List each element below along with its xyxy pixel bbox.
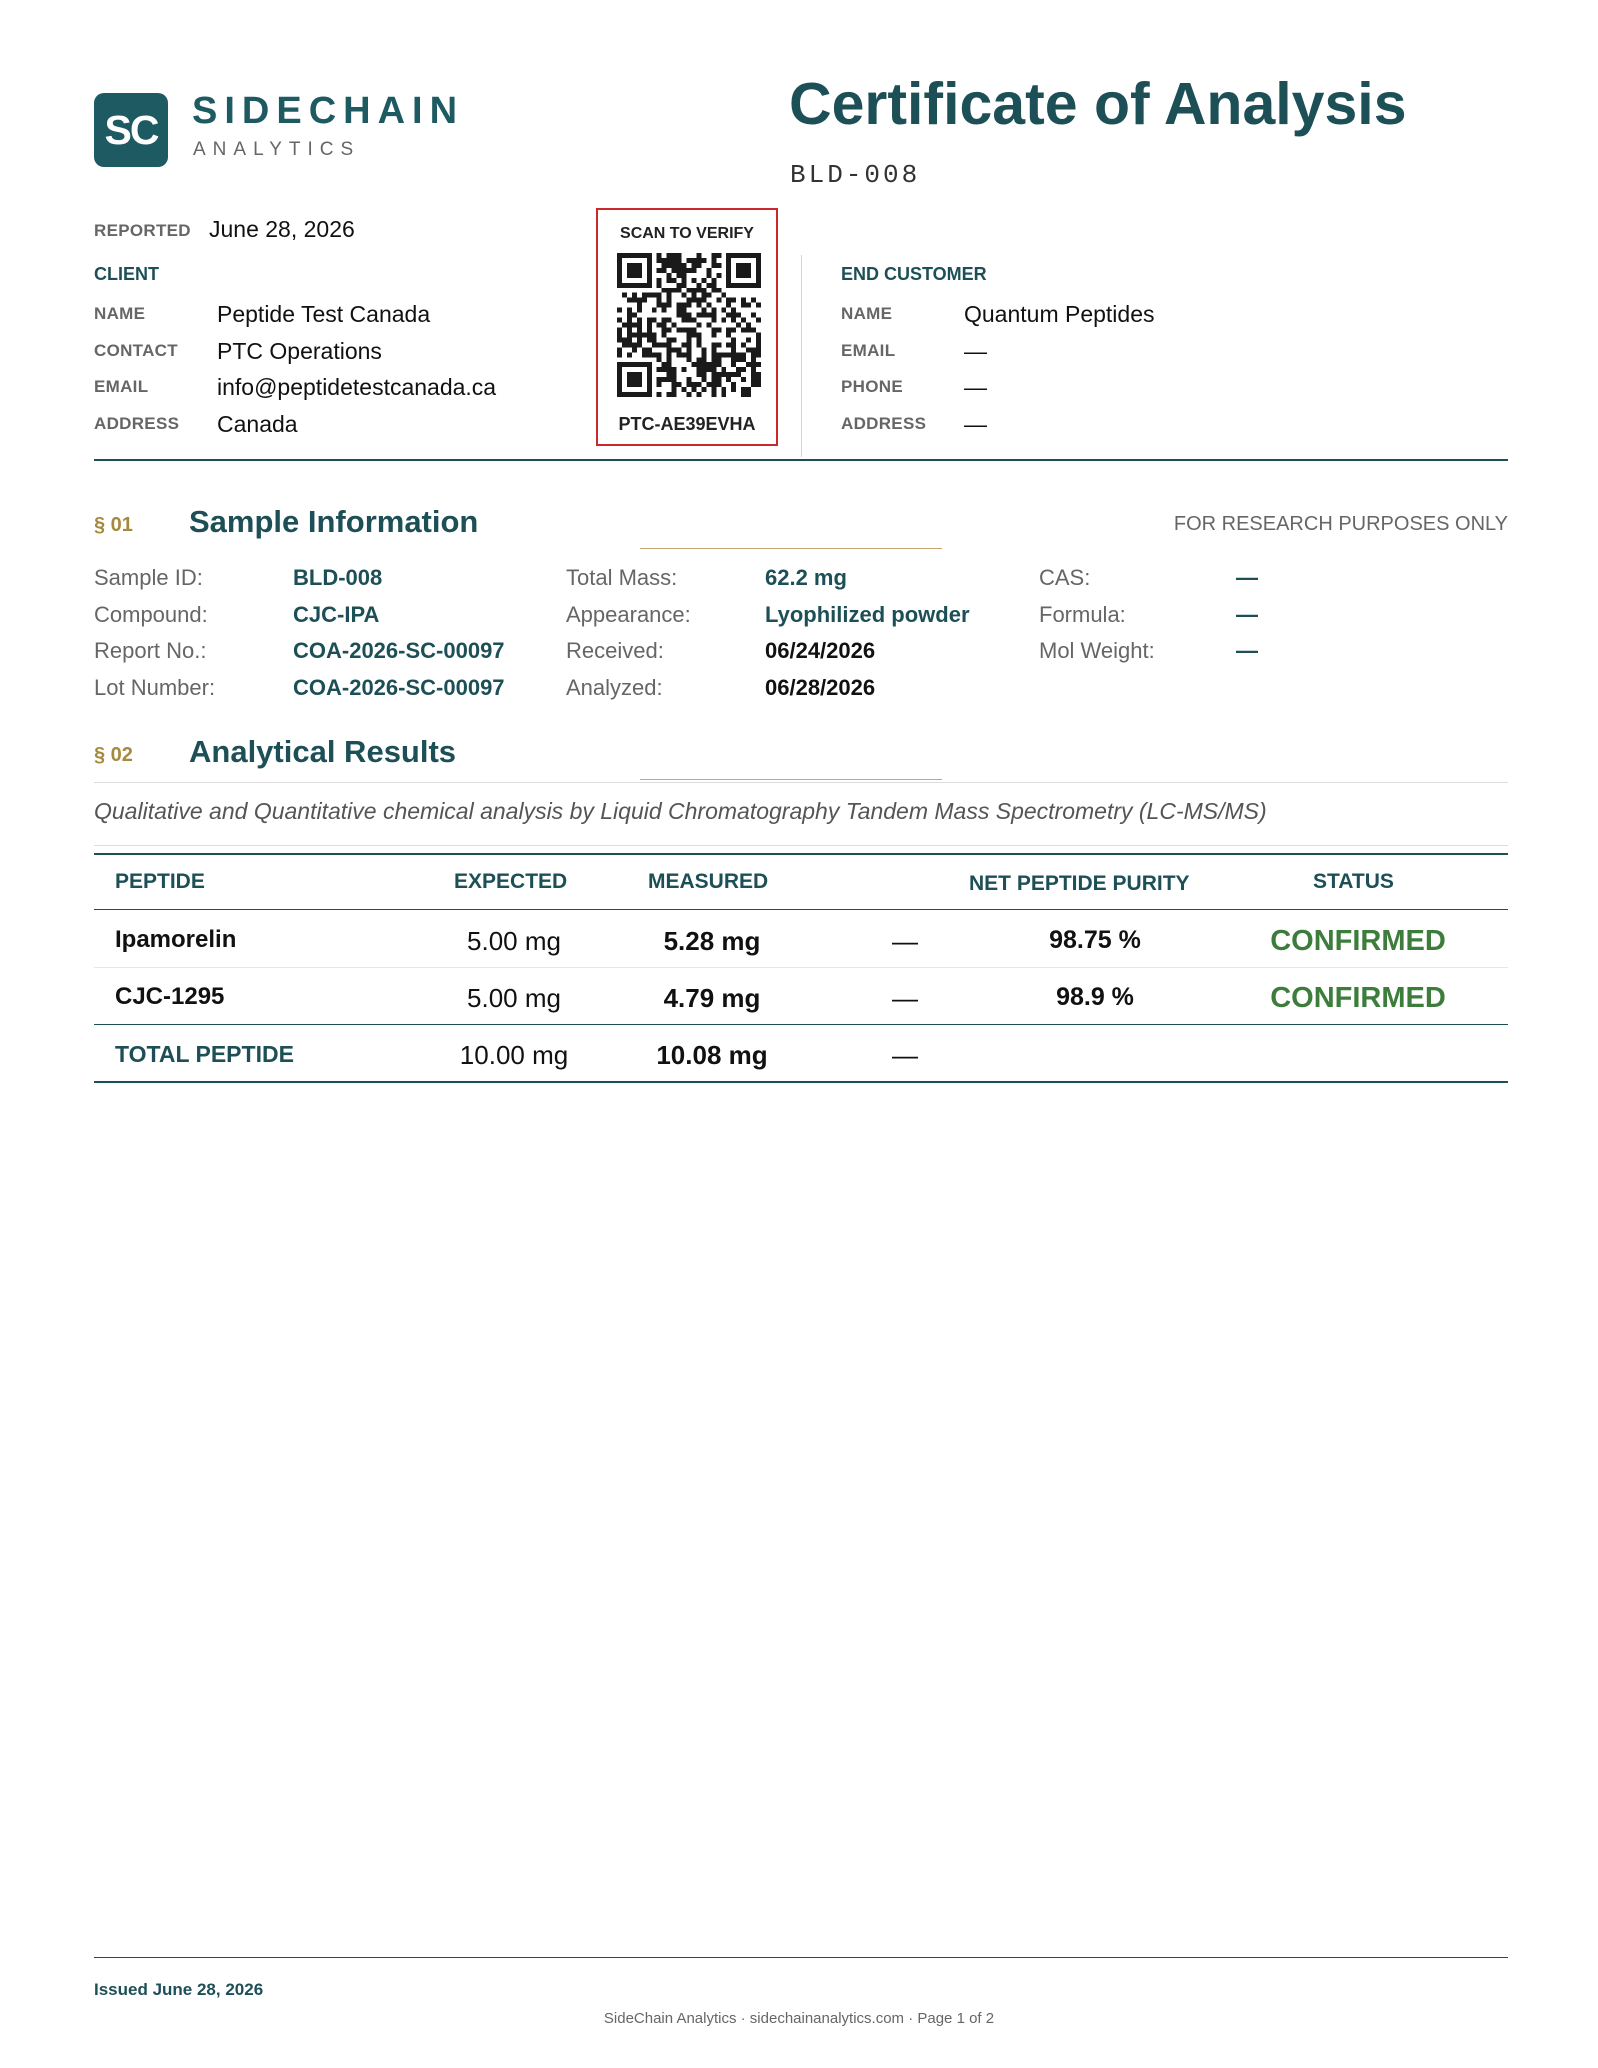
end-customer-name: Quantum Peptides — [964, 301, 1155, 327]
brand-name: SIDECHAIN — [192, 90, 465, 132]
end-customer-address: — — [964, 411, 987, 437]
row-purity: 98.9 % — [1056, 983, 1134, 1011]
document-title: Certificate of Analysis — [789, 71, 1407, 137]
method-description: Qualitative and Quantitative chemical analysis by Liquid Chromatography Tandem Mass Spectrometry (LC-MS/MS) — [94, 798, 1267, 824]
report-number-label: Report No.: — [94, 638, 207, 663]
section-01-title: Sample Information — [189, 504, 479, 539]
client-address: Canada — [217, 411, 298, 437]
end-customer-heading: END CUSTOMER — [841, 264, 987, 284]
section-02-rule — [94, 782, 1508, 783]
issued-date: Issued June 28, 2026 — [94, 1980, 264, 1999]
reported-label: REPORTED — [94, 221, 191, 240]
end-customer-address-label: ADDRESS — [841, 414, 927, 433]
appearance: Lyophilized powder — [765, 602, 970, 627]
received-date: 06/24/2026 — [765, 638, 876, 663]
qr-verification-code: PTC-AE39EVHA — [618, 414, 756, 434]
row-expected: 5.00 mg — [467, 926, 561, 956]
row-dash: — — [892, 983, 918, 1013]
analyzed-date: 06/28/2026 — [765, 675, 876, 700]
total-row-rule — [94, 1024, 1508, 1025]
cas-label: CAS: — [1039, 565, 1091, 590]
compound-label: Compound: — [94, 602, 208, 627]
column-divider — [801, 255, 802, 457]
row-measured: 4.79 mg — [663, 983, 761, 1013]
section-01-accent-rule — [640, 548, 942, 549]
col-header-status: STATUS — [1313, 870, 1394, 893]
brand-subtitle: ANALYTICS — [193, 139, 361, 160]
client-contact-label: CONTACT — [94, 341, 178, 360]
footer-rule — [94, 1957, 1508, 1958]
qr-title: SCAN TO VERIFY — [620, 225, 754, 242]
lot-number-label: Lot Number: — [94, 675, 216, 700]
row-dash: — — [892, 926, 918, 956]
row-status-badge: CONFIRMED — [1270, 925, 1446, 957]
qr-code-icon[interactable] — [617, 253, 761, 397]
client-email-label: EMAIL — [94, 377, 149, 396]
row-status-badge: CONFIRMED — [1270, 982, 1446, 1014]
col-header-peptide: PEPTIDE — [115, 870, 205, 893]
col-header-purity: NET PEPTIDE PURITY — [969, 872, 1190, 895]
method-rule — [94, 845, 1508, 846]
appearance-label: Appearance: — [566, 602, 691, 627]
header-divider — [94, 459, 1508, 461]
row-expected: 5.00 mg — [467, 983, 561, 1013]
sample-id-label: Sample ID: — [94, 565, 203, 590]
total-label: TOTAL PEPTIDE — [115, 1041, 294, 1067]
mol-weight-label: Mol Weight: — [1039, 638, 1155, 663]
section-02-number: § 02 — [94, 744, 133, 766]
row-purity: 98.75 % — [1049, 926, 1141, 954]
total-mass-label: Total Mass: — [566, 565, 678, 590]
col-header-measured: MEASURED — [648, 870, 769, 893]
row-measured: 5.28 mg — [663, 926, 761, 956]
total-dash: — — [892, 1040, 918, 1070]
row-peptide-name: CJC-1295 — [115, 983, 225, 1010]
row-divider — [94, 967, 1508, 968]
received-label: Received: — [566, 638, 664, 663]
analyzed-label: Analyzed: — [566, 675, 663, 700]
mol-weight-value: — — [1236, 638, 1258, 663]
total-measured: 10.08 mg — [656, 1040, 768, 1070]
end-customer-phone: — — [964, 374, 987, 400]
document-id: BLD-008 — [790, 160, 921, 190]
research-notice: FOR RESEARCH PURPOSES ONLY — [1173, 513, 1508, 535]
client-name-label: NAME — [94, 304, 146, 323]
table-bottom-rule — [94, 1081, 1508, 1083]
sample-id: BLD-008 — [293, 565, 383, 590]
section-02-accent-rule — [640, 779, 942, 780]
client-address-label: ADDRESS — [94, 414, 180, 433]
report-number: COA-2026-SC-00097 — [293, 638, 505, 663]
end-customer-email-label: EMAIL — [841, 341, 896, 360]
row-peptide-name: Ipamorelin — [115, 926, 237, 953]
total-expected: 10.00 mg — [459, 1040, 569, 1070]
compound: CJC-IPA — [293, 602, 380, 627]
end-customer-name-label: NAME — [841, 304, 893, 323]
client-name: Peptide Test Canada — [217, 301, 431, 327]
section-01-number: § 01 — [94, 514, 133, 536]
end-customer-phone-label: PHONE — [841, 377, 903, 396]
cas-value: — — [1236, 565, 1258, 590]
total-mass: 62.2 mg — [765, 565, 847, 590]
formula-label: Formula: — [1039, 602, 1126, 627]
client-contact: PTC Operations — [217, 338, 382, 364]
footer-text: SideChain Analytics · sidechainanalytics.com · Page 1 of 2 — [603, 2010, 995, 2027]
formula-value: — — [1236, 602, 1258, 627]
table-header-rule — [94, 909, 1508, 910]
client-heading: CLIENT — [94, 264, 159, 284]
lot-number: COA-2026-SC-00097 — [293, 675, 505, 700]
end-customer-email: — — [964, 338, 987, 364]
logo-mark: SC — [94, 93, 168, 167]
table-top-rule — [94, 853, 1508, 855]
client-email: info@peptidetestcanada.ca — [217, 374, 497, 400]
section-02-title: Analytical Results — [189, 734, 457, 769]
col-header-expected: EXPECTED — [454, 870, 568, 893]
reported-date: June 28, 2026 — [209, 216, 355, 242]
